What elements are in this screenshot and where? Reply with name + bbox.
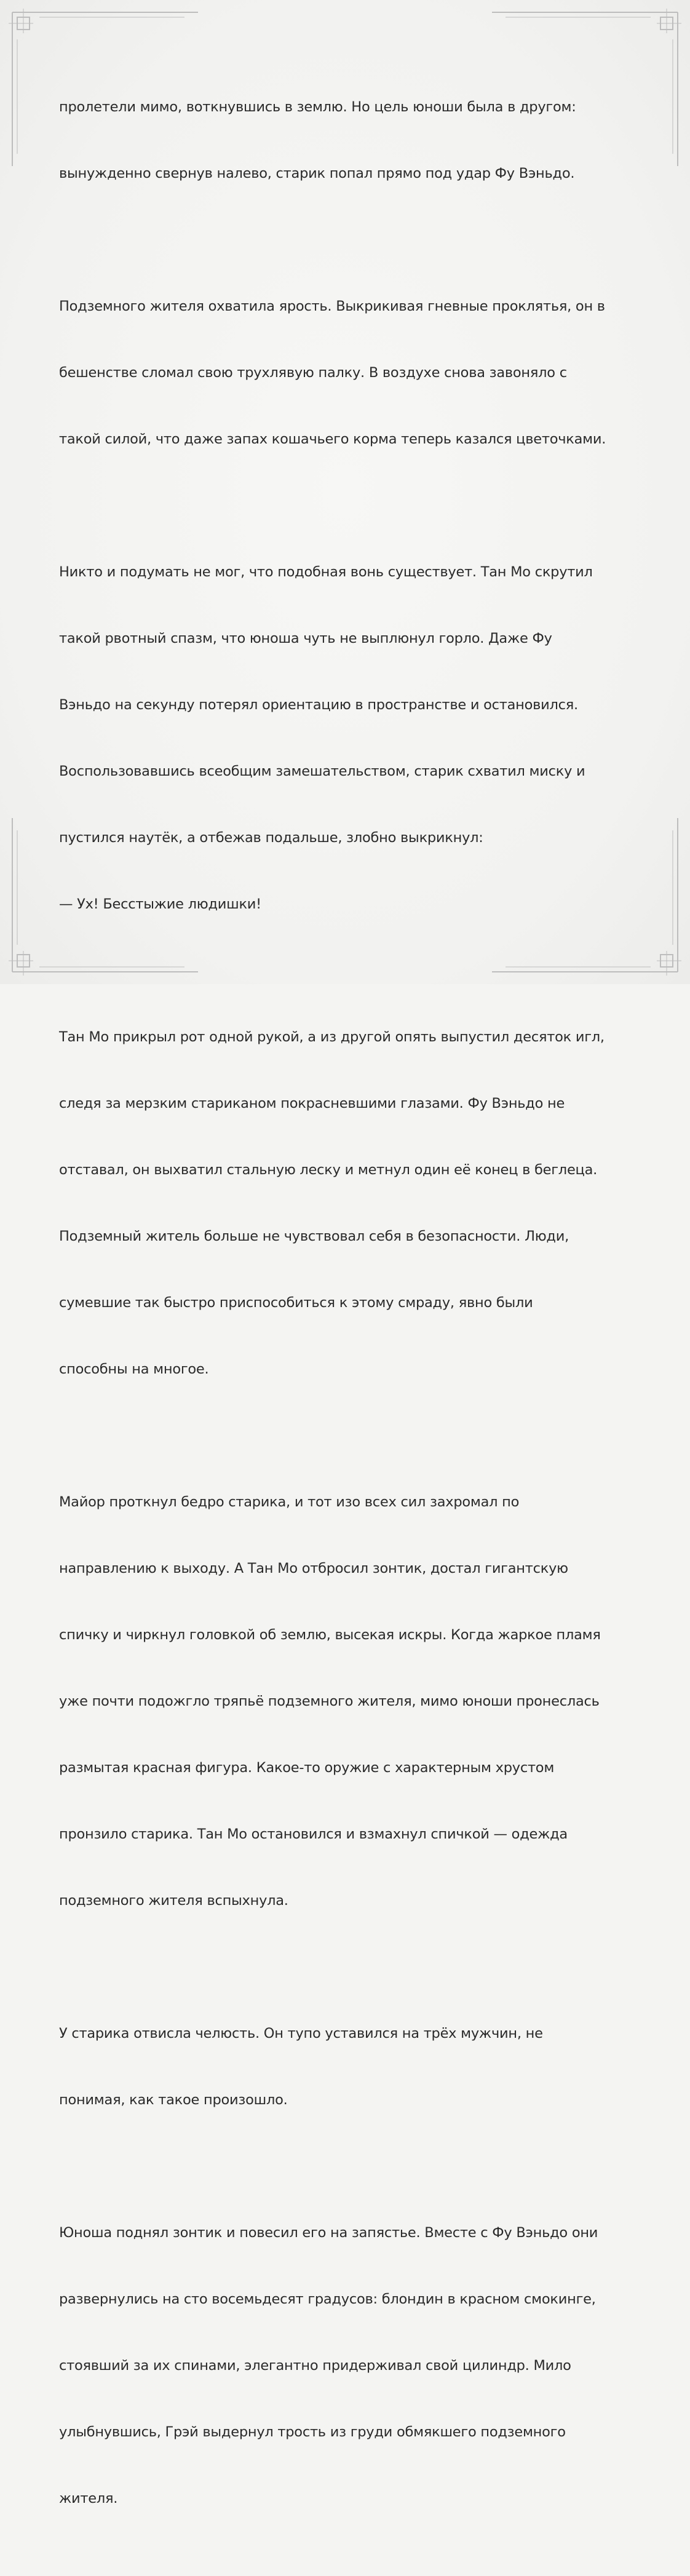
text-line: уже почти подожгло тряпьё подземного жителя, мимо юноши пронеслась: [59, 1693, 600, 1709]
text-line: размытая красная фигура. Какое-то оружие с характерным хрустом: [59, 1760, 555, 1776]
text-line: Тан Мо прикрыл рот одной рукой, а из другой опять выпустил десяток игл,: [59, 1029, 605, 1045]
text-line: способны на многое.: [59, 1361, 209, 1377]
text-line: бешенстве сломал свою трухлявую палку. В воздухе снова завоняло с: [59, 365, 567, 381]
text-line: сумевшие так быстро приспособиться к этому смраду, явно были: [59, 1295, 533, 1311]
text-line: жителя.: [59, 2491, 118, 2506]
text-line: У старика отвисла челюсть. Он тупо уставился на трёх мужчин, не: [59, 2025, 543, 2041]
text-line: Никто и подумать не мог, что подобная вонь существует. Тан Мо скрутил: [59, 564, 593, 580]
text-line: отставал, он выхватил стальную леску и метнул один её конец в беглеца.: [59, 1162, 598, 1178]
paragraph: [59, 517, 637, 960]
text-line: такой рвотный спазм, что юноша чуть не выплюнул горло. Даже Фу: [59, 630, 552, 646]
text-line: Майор проткнул бедро старика, и тот изо всех сил захромал по: [59, 1494, 520, 1510]
text-line: пролетели мимо, воткнувшись в землю. Но цель юноши была в другом:: [59, 99, 576, 115]
paragraph: [59, 982, 637, 1425]
dialogue-line: — Ух! Бесстыжие людишки!: [59, 896, 261, 912]
paragraph: [59, 1978, 637, 2155]
paragraph: [59, 2177, 637, 2554]
text-line: улыбнувшись, Грэй выдернул трость из груди обмякшего подземного: [59, 2424, 566, 2440]
text-line: Подземный житель больше не чувствовал себя в безопасности. Люди,: [59, 1228, 569, 1244]
text-line: Вэньдо на секунду потерял ориентацию в пространстве и остановился.: [59, 697, 578, 713]
text-line: Подземного жителя охватила ярость. Выкрикивая гневные проклятья, он в: [59, 298, 605, 314]
text-line: направлению к выходу. А Тан Мо отбросил зонтик, достал гигантскую: [59, 1560, 568, 1576]
paragraph: [59, 1447, 637, 1956]
text-line: пронзило старика. Тан Мо остановился и взмахнул спичкой — одежда: [59, 1826, 568, 1842]
text-line: понимая, как такое произошло.: [59, 2092, 288, 2108]
text-line: Воспользовавшись всеобщим замешательством, старик схватил миску и: [59, 763, 585, 779]
text-line: спичку и чиркнул головкой об землю, высекая искры. Когда жаркое пламя: [59, 1627, 601, 1643]
text-line: стоявший за их спинами, элегантно придерживал свой цилиндр. Мило: [59, 2358, 571, 2374]
text-line: пустился наутёк, а отбежав подальше, злобно выкрикнул:: [59, 830, 483, 846]
text-line: вынужденно свернув налево, старик попал прямо под удар Фу Вэньдо.: [59, 165, 575, 181]
text-line: следя за мерзким стариканом покрасневшими глазами. Фу Вэньдо не: [59, 1095, 565, 1111]
text-line: Юноша поднял зонтик и повесил его на запястье. Вместе с Фу Вэньдо они: [59, 2225, 598, 2241]
paragraph: [59, 251, 637, 495]
text-line: подземного жителя вспыхнула.: [59, 1893, 288, 1909]
paragraph: [59, 52, 637, 229]
document-body: [59, 52, 637, 2576]
text-line: такой силой, что даже запах кошачьего корма теперь казался цветочками.: [59, 431, 606, 447]
text-line: развернулись на сто восемьдесят градусов: блондин в красном смокинге,: [59, 2291, 596, 2307]
